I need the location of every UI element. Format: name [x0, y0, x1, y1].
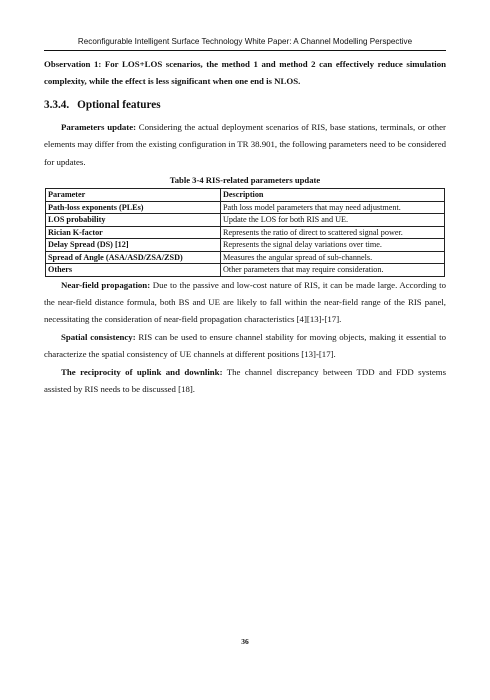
table-row: [46, 251, 445, 264]
reciprocity-paragraph: [44, 364, 446, 399]
spatial-consistency-paragraph: [44, 329, 446, 364]
table-cell-description: Update the LOS for both RIS and UE.: [221, 214, 445, 227]
near-field-lead: Near-field propagation:: [61, 279, 151, 290]
table-cell-parameter: Path-loss exponents (PLEs): [46, 201, 221, 214]
page-body: [44, 56, 446, 398]
page-number: 36: [241, 637, 249, 646]
table-cell-parameter: LOS probability: [46, 214, 221, 227]
spatial-consistency-lead: Spatial consistency:: [61, 331, 136, 342]
section-number: 3.3.4.: [44, 98, 70, 111]
table-row: [46, 239, 445, 252]
table-header-parameter: Parameter: [46, 189, 221, 202]
table-header-row: [46, 189, 445, 202]
table-cell-description: Represents the signal delay variations over time.: [221, 239, 445, 252]
parameters-update-paragraph: [44, 119, 446, 171]
parameters-update-text: Considering the actual deployment scenarios of RIS, base stations, terminals, or other elements may differ from the existing configuration in TR 38.901, the following parameters need to be considered for updates.: [44, 121, 446, 167]
table-cell-description: Represents the ratio of direct to scattered signal power.: [221, 226, 445, 239]
section-title: Optional features: [77, 98, 161, 111]
table-cell-parameter: Spread of Angle (ASA/ASD/ZSA/ZSD): [46, 251, 221, 264]
near-field-paragraph: [44, 277, 446, 329]
near-field-text: Due to the passive and low-cost nature of RIS, it can be made large. According to the near-field distance formula, both BS and UE are likely to fall within the near-field range of the RIS panel, necessitating the consideration of near-field propagation characteristics [4][13]-[17].: [44, 279, 446, 325]
reciprocity-lead: The reciprocity of uplink and downlink:: [61, 366, 223, 377]
reciprocity-text: The channel discrepancy between TDD and FDD systems assisted by RIS needs to be discussed [18].: [44, 366, 447, 394]
table-row: [46, 201, 445, 214]
table-cell-parameter: Delay Spread (DS) [12]: [46, 239, 221, 252]
table-cell-description: Path loss model parameters that may need adjustment.: [221, 201, 445, 214]
observation-paragraph: Observation 1: For LOS+LOS scenarios, the method 1 and method 2 can effectively reduce simulation complexity, while the effect is less significant when one end is NLOS.: [44, 59, 446, 87]
spatial-consistency-text: RIS can be used to ensure channel stability for moving objects, making it essential to characterize the spatial consistency of UE channels at different positions [13]-[17].: [44, 331, 446, 360]
parameters-update-lead: Parameters update:: [61, 121, 137, 132]
table-row: [46, 226, 445, 239]
table-cell-parameter: Others: [46, 264, 221, 277]
ris-parameters-table: [45, 188, 445, 277]
header-rule: [44, 50, 446, 51]
table-row: [46, 214, 445, 227]
table-header-description: Description: [221, 189, 445, 202]
table-cell-parameter: Rician K-factor: [46, 226, 221, 239]
table-row: [46, 264, 445, 277]
running-header: Reconfigurable Intelligent Surface Technology White Paper: A Channel Modelling Perspective: [77, 37, 413, 46]
table-cell-description: Other parameters that may require consideration.: [221, 264, 445, 277]
section-heading: [44, 95, 446, 115]
table-cell-description: Measures the angular spread of sub-channels.: [221, 251, 445, 264]
table-caption: Table 3-4 RIS-related parameters update: [169, 175, 321, 186]
